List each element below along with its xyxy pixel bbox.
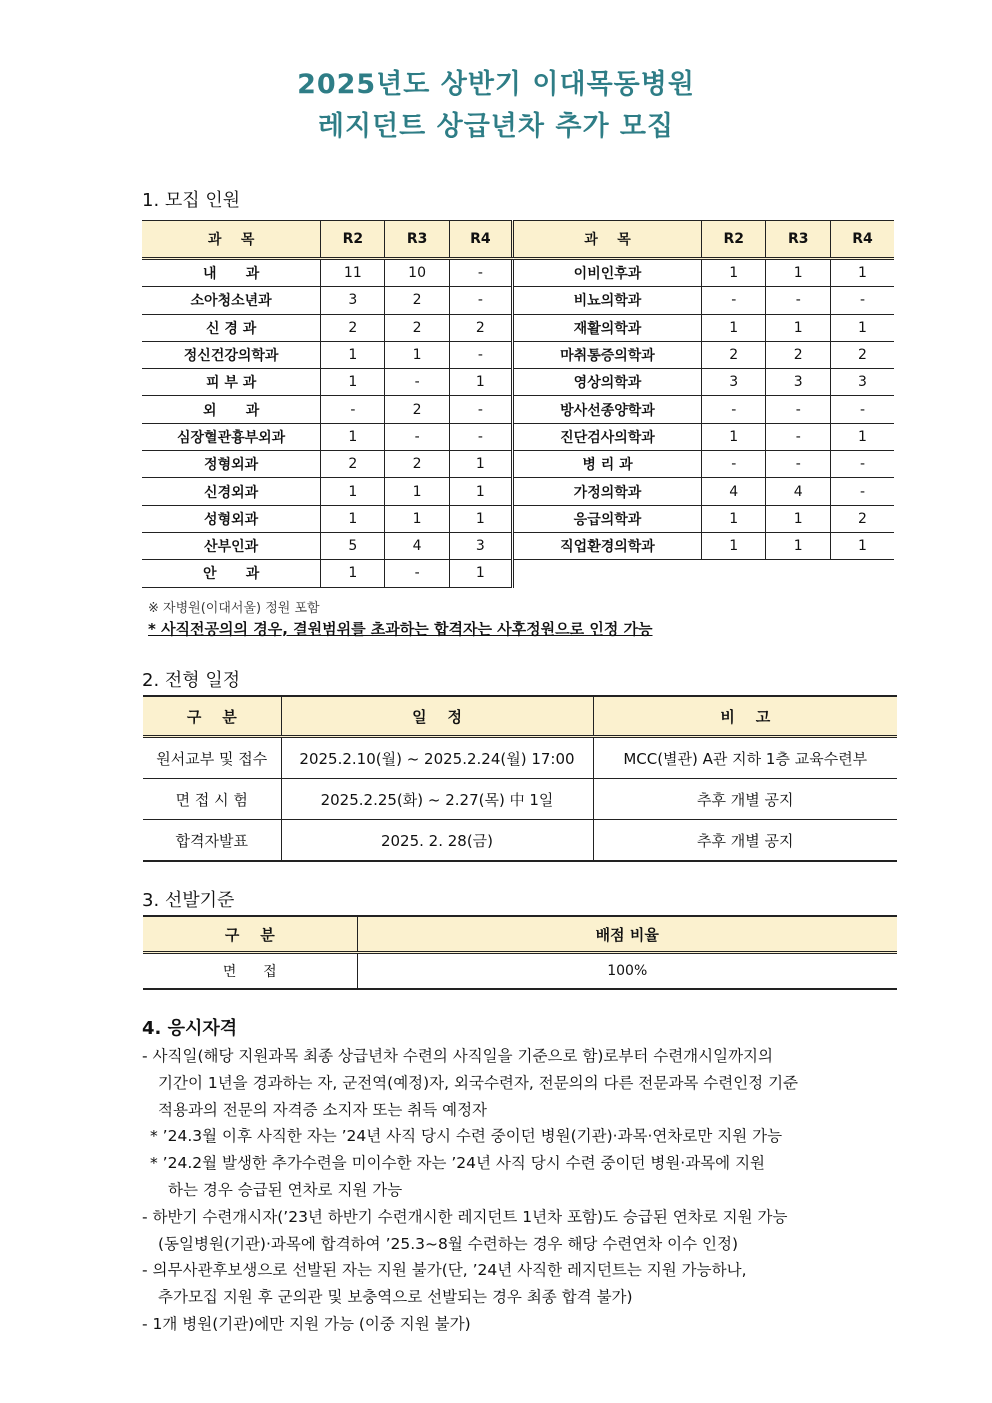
cell-dept: 방사선종양학과	[514, 396, 701, 423]
table-row	[514, 341, 894, 368]
schedule-date: 2025. 2. 28(금)	[281, 820, 593, 862]
note-affiliate: ※ 자병원(이대서울) 정원 포함	[148, 601, 320, 616]
criteria-type: 면 접	[143, 953, 357, 990]
table-row	[514, 259, 894, 287]
eligibility-line: (동일병원(기관)·과목에 합격하여 ’25.3~8월 수련하는 경우 해당 수련연차 이수 인정)	[158, 1234, 739, 1253]
cell-r3: 2	[385, 287, 449, 314]
cell-dept: 신 경 과	[142, 314, 321, 341]
cell-r4: 2	[830, 505, 894, 532]
cell-dept: 신경외과	[142, 478, 321, 505]
cell-r3: -	[766, 423, 831, 450]
table-row	[514, 423, 894, 450]
cell-r3: 1	[766, 314, 831, 341]
cell-r4: -	[449, 259, 512, 287]
cell-r3: 1	[766, 505, 831, 532]
cell-r3: 10	[385, 259, 449, 287]
cell-r3: 2	[385, 314, 449, 341]
eligibility-line: 하는 경우 승급된 연차로 지원 가능	[168, 1180, 403, 1199]
cell-r4: 1	[830, 259, 894, 287]
recruit-table-right	[514, 220, 894, 560]
cell-r2: -	[701, 451, 766, 478]
cell-r3: 4	[766, 478, 831, 505]
cell-r3: 1	[385, 341, 449, 368]
table-row	[143, 953, 897, 990]
table-row	[514, 451, 894, 478]
table-row	[142, 505, 513, 532]
table-row	[514, 396, 894, 423]
schedule-type: 원서교부 및 접수	[143, 737, 281, 779]
cell-r2: 5	[321, 532, 385, 559]
cell-r3: 2	[385, 396, 449, 423]
cell-r2: 2	[321, 451, 385, 478]
cell-r2: 11	[321, 259, 385, 287]
cell-r4: 1	[449, 369, 512, 396]
table-row	[514, 532, 894, 559]
cell-dept: 이비인후과	[514, 259, 701, 287]
section-4-heading: 4. 응시자격	[142, 1018, 238, 1039]
cell-r4: 2	[449, 314, 512, 341]
table-row	[514, 369, 894, 396]
recruit-table-left	[142, 220, 514, 588]
cell-r2: -	[321, 396, 385, 423]
cell-r2: 1	[701, 314, 766, 341]
table-row	[514, 505, 894, 532]
cell-r3: -	[766, 287, 831, 314]
col-r2: R2	[321, 221, 385, 259]
table-row	[143, 737, 897, 779]
cell-r2: 1	[321, 560, 385, 587]
cell-r3: -	[766, 396, 831, 423]
cell-r3: 3	[766, 369, 831, 396]
cell-dept: 산부인과	[142, 532, 321, 559]
cell-r3: -	[385, 369, 449, 396]
table-row	[143, 820, 897, 862]
eligibility-line: * ’24.3월 이후 사직한 자는 ’24년 사직 당시 수련 중이던 병원(기관)·과목·연차로만 지원 가능	[150, 1127, 783, 1146]
cell-r2: 1	[701, 532, 766, 559]
cell-r2: 2	[321, 314, 385, 341]
schedule-type: 면 접 시 험	[143, 779, 281, 820]
col-r3: R3	[385, 221, 449, 259]
cell-dept: 정형외과	[142, 451, 321, 478]
col-r2: R2	[701, 221, 766, 259]
eligibility-line: 추가모집 지원 후 군의관 및 보충역으로 선발되는 경우 최종 합격 불가)	[158, 1288, 633, 1307]
table-row	[142, 423, 513, 450]
criteria-table	[143, 915, 897, 990]
cell-r2: 1	[701, 423, 766, 450]
cell-r4: 3	[449, 532, 512, 559]
col-dept: 과 목	[514, 221, 701, 259]
cell-r4: -	[830, 451, 894, 478]
cell-r4: -	[449, 396, 512, 423]
cell-r4: -	[830, 396, 894, 423]
col-r4: R4	[830, 221, 894, 259]
eligibility-line: - 사직일(해당 지원과목 최종 상급년차 수련의 사직일을 기준으로 함)로부터 수련개시일까지의	[142, 1047, 774, 1065]
cell-r3: 1	[385, 505, 449, 532]
col-ratio: 배점 비율	[357, 916, 897, 953]
eligibility-line: - 1개 병원(기관)에만 지원 가능 (이중 지원 불가)	[142, 1314, 471, 1333]
col-dept: 과 목	[142, 221, 321, 259]
schedule-note: MCC(별관) A관 지하 1층 교육수련부	[593, 737, 897, 779]
table-row	[142, 396, 513, 423]
cell-r3: -	[766, 451, 831, 478]
table-row	[142, 341, 513, 368]
cell-r4: -	[449, 423, 512, 450]
cell-dept: 피 부 과	[142, 369, 321, 396]
col-type: 구 분	[143, 696, 281, 737]
eligibility-list	[142, 1043, 862, 1338]
cell-dept: 외 과	[142, 396, 321, 423]
cell-dept: 직업환경의학과	[514, 532, 701, 559]
schedule-table	[143, 695, 897, 862]
cell-r2: 3	[701, 369, 766, 396]
cell-r4: -	[449, 287, 512, 314]
eligibility-line: 기간이 1년을 경과하는 자, 군전역(예정)자, 외국수련자, 전문의의 다른 전문과목 수련인정 기준	[158, 1073, 799, 1092]
cell-r3: 1	[766, 532, 831, 559]
cell-dept: 내 과	[142, 259, 321, 287]
title-line-2: 레지던트 상급년차 추가 모집	[317, 111, 675, 142]
section-2-heading: 2. 전형 일정	[142, 670, 241, 691]
cell-r3: -	[385, 560, 449, 587]
cell-r2: 1	[321, 341, 385, 368]
table-row	[514, 314, 894, 341]
table-row	[142, 451, 513, 478]
eligibility-line: * ’24.2월 발생한 추가수련을 미이수한 자는 ’24년 사직 당시 수련 중이던 병원·과목에 지원	[150, 1154, 766, 1173]
col-type: 구 분	[143, 916, 357, 953]
note-resigned: * 사직전공의의 경우, 결원범위를 초과하는 합격자는 사후정원으로 인정 가능	[148, 620, 653, 638]
cell-r2: 1	[701, 259, 766, 287]
col-r4: R4	[449, 221, 512, 259]
table-row	[142, 478, 513, 505]
eligibility-line: - 하반기 수련개시자(’23년 하반기 수련개시한 레지던트 1년차 포함)도 승급된 연차로 지원 가능	[142, 1207, 788, 1226]
table-row	[142, 560, 513, 587]
section-1-heading: 1. 모집 인원	[142, 190, 241, 211]
col-r3: R3	[766, 221, 831, 259]
cell-r3: 4	[385, 532, 449, 559]
cell-r2: 1	[321, 478, 385, 505]
cell-r4: 1	[449, 451, 512, 478]
cell-dept: 안 과	[142, 560, 321, 587]
criteria-ratio: 100%	[357, 953, 897, 990]
cell-r2: 3	[321, 287, 385, 314]
cell-r3: 1	[766, 259, 831, 287]
cell-r3: -	[385, 423, 449, 450]
title-line-1: 2025년도 상반기 이대목동병원	[297, 69, 695, 100]
cell-r3: 1	[385, 478, 449, 505]
cell-dept: 성형외과	[142, 505, 321, 532]
cell-r2: 1	[701, 505, 766, 532]
cell-r4: -	[830, 478, 894, 505]
col-date: 일 정	[281, 696, 593, 737]
cell-r4: 1	[449, 478, 512, 505]
cell-dept: 응급의학과	[514, 505, 701, 532]
cell-r4: 1	[830, 423, 894, 450]
cell-r4: 3	[830, 369, 894, 396]
cell-dept: 마취통증의학과	[514, 341, 701, 368]
eligibility-line: 적용과의 전문의 자격증 소지자 또는 취득 예정자	[158, 1100, 488, 1119]
cell-r2: 4	[701, 478, 766, 505]
cell-r2: 1	[321, 369, 385, 396]
table-row	[142, 287, 513, 314]
section-3-heading: 3. 선발기준	[142, 890, 235, 911]
schedule-note: 추후 개별 공지	[593, 779, 897, 820]
cell-dept: 영상의학과	[514, 369, 701, 396]
cell-dept: 소아청소년과	[142, 287, 321, 314]
schedule-date: 2025.2.25(화) ~ 2.27(목) 中 1일	[281, 779, 593, 820]
table-row	[142, 369, 513, 396]
table-row	[514, 287, 894, 314]
schedule-type: 합격자발표	[143, 820, 281, 862]
table-row	[142, 532, 513, 559]
cell-r4: 1	[830, 532, 894, 559]
cell-r2: 2	[701, 341, 766, 368]
cell-r3: 2	[385, 451, 449, 478]
cell-r2: 1	[321, 423, 385, 450]
table-row	[514, 478, 894, 505]
table-row	[142, 259, 513, 287]
cell-r2: -	[701, 396, 766, 423]
eligibility-line: - 의무사관후보생으로 선발된 자는 지원 불가(단, ’24년 사직한 레지던트는 지원 가능하나,	[142, 1261, 747, 1280]
schedule-date: 2025.2.10(월) ~ 2025.2.24(월) 17:00	[281, 737, 593, 779]
cell-r4: 2	[830, 341, 894, 368]
schedule-note: 추후 개별 공지	[593, 820, 897, 862]
table-row	[142, 314, 513, 341]
cell-r3: 2	[766, 341, 831, 368]
cell-r4: 1	[830, 314, 894, 341]
cell-r4: 1	[449, 560, 512, 587]
table-row	[143, 779, 897, 820]
cell-dept: 병 리 과	[514, 451, 701, 478]
cell-dept: 심장혈관흉부외과	[142, 423, 321, 450]
cell-dept: 정신건강의학과	[142, 341, 321, 368]
cell-r4: -	[830, 287, 894, 314]
cell-dept: 비뇨의학과	[514, 287, 701, 314]
cell-dept: 재활의학과	[514, 314, 701, 341]
cell-r4: -	[449, 341, 512, 368]
cell-r4: 1	[449, 505, 512, 532]
cell-dept: 진단검사의학과	[514, 423, 701, 450]
cell-r2: -	[701, 287, 766, 314]
cell-r2: 1	[321, 505, 385, 532]
cell-dept: 가정의학과	[514, 478, 701, 505]
col-note: 비 고	[593, 696, 897, 737]
